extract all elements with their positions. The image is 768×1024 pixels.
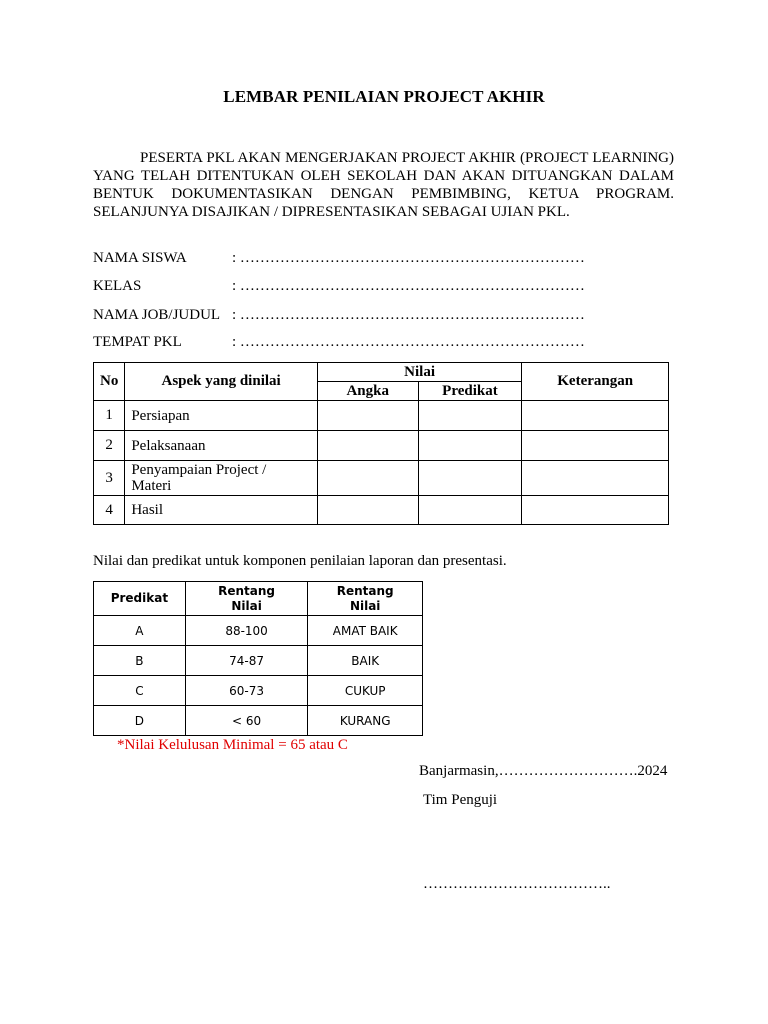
row-aspek: Hasil (125, 496, 318, 525)
header-predikat: Predikat (418, 382, 522, 401)
grade-letter: C (94, 676, 186, 706)
cell-angka (317, 461, 418, 496)
grade-description: BAIK (308, 646, 423, 676)
cell-keterangan (522, 461, 669, 496)
cell-keterangan (522, 431, 669, 461)
grade-letter: B (94, 646, 186, 676)
cell-keterangan (522, 401, 669, 431)
header-rentang-nilai (185, 582, 308, 616)
grading-table (93, 581, 423, 736)
cell-predikat (418, 461, 522, 496)
grade-description: KURANG (308, 706, 423, 736)
header-rentang-nilai-desc (308, 582, 423, 616)
intro-paragraph (93, 149, 674, 221)
field-label: NAMA JOB/JUDUL (93, 307, 221, 323)
table-row (94, 616, 423, 646)
assessment-table (93, 362, 669, 525)
cell-predikat (418, 431, 522, 461)
row-number: 4 (94, 496, 125, 525)
header-predikat: Predikat (94, 582, 186, 616)
field-label: KELAS (93, 278, 142, 294)
header-rentang-line1: Rentang (218, 583, 276, 598)
field-label: NAMA SISWA (93, 250, 187, 266)
table-row (94, 496, 669, 525)
header-rentang-line2: Nilai (231, 598, 262, 613)
cell-angka (317, 496, 418, 525)
row-aspek: Penyampaian Project / Materi (125, 461, 318, 496)
cell-angka (317, 401, 418, 431)
field-value: : …………………………………………………………… (232, 334, 585, 350)
field-label: TEMPAT PKL (93, 334, 182, 350)
grade-letter: A (94, 616, 186, 646)
grade-description: AMAT BAIK (308, 616, 423, 646)
field-value: : …………………………………………………………… (232, 278, 585, 294)
field-value: : …………………………………………………………… (232, 307, 585, 323)
header-angka: Angka (317, 382, 418, 401)
intro-text: PESERTA PKL AKAN MENGERJAKAN PROJECT AKHIR (PROJECT LEARNING) YANG TELAH DITENTUKAN OLEH SEKOLAH DAN AKAN DITUANGKAN DALAM BENTUK DOKUMENTASIKAN DENGAN PEMBIMBING, KETUA PROGRAM. SELANJUNYA DISAJIKAN / DIPRESENTASIKAN SEBAGAI UJIAN PKL. (93, 150, 674, 220)
signature-line: ……………………………….. (423, 876, 611, 892)
grade-letter: D (94, 706, 186, 736)
table-row (94, 706, 423, 736)
row-number: 1 (94, 401, 125, 431)
row-aspek: Persiapan (125, 401, 318, 431)
grade-range: 88-100 (185, 616, 308, 646)
table-row (94, 676, 423, 706)
grading-note: Nilai dan predikat untuk komponen penilaian laporan dan presentasi. (93, 553, 507, 569)
grade-description: CUKUP (308, 676, 423, 706)
cell-keterangan (522, 496, 669, 525)
table-row (94, 401, 669, 431)
grade-range: 60-73 (185, 676, 308, 706)
header-keterangan: Keterangan (522, 363, 669, 401)
table-row (94, 646, 423, 676)
grade-range: 74-87 (185, 646, 308, 676)
table-row (94, 431, 669, 461)
grade-range: < 60 (185, 706, 308, 736)
field-value: : …………………………………………………………… (232, 250, 585, 266)
document-title: LEMBAR PENILAIAN PROJECT AKHIR (223, 87, 545, 106)
cell-predikat (418, 401, 522, 431)
header-nilai: Nilai (317, 363, 521, 382)
signature-place-date: Banjarmasin,……………………….2024 (419, 763, 668, 779)
header-rentang-line2: Nilai (349, 598, 381, 613)
table-row (94, 461, 669, 496)
header-aspek: Aspek yang dinilai (125, 363, 318, 401)
header-no: No (94, 363, 125, 401)
cell-angka (317, 431, 418, 461)
signature-role: Tim Penguji (423, 792, 498, 808)
header-rentang-line1: Rentang (336, 583, 394, 598)
cell-predikat (418, 496, 522, 525)
row-aspek: Pelaksanaan (125, 431, 318, 461)
row-number: 3 (94, 461, 125, 496)
row-number: 2 (94, 431, 125, 461)
minimum-passing-note: *Nilai Kelulusan Minimal = 65 atau C (117, 737, 348, 753)
